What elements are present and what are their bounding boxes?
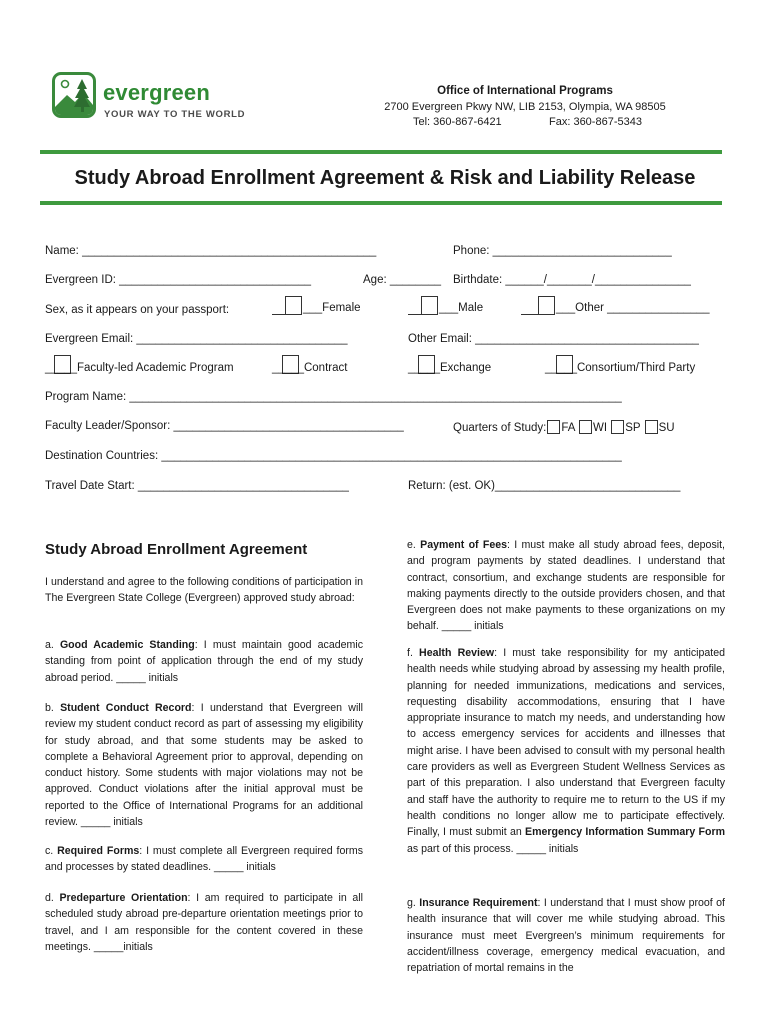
- wi-checkbox[interactable]: [579, 420, 592, 434]
- clause-f-title: Health Review: [419, 647, 495, 659]
- fa-label: FA: [561, 422, 575, 434]
- office-name: Office of International Programs: [437, 85, 613, 97]
- other-label: ___Other ________________: [556, 302, 710, 314]
- emergency-form-name: Emergency Information Summary Form: [525, 826, 725, 839]
- agreement-intro: I understand and agree to the following conditions of participation in The Evergreen State College (Evergreen) approved study abroad:: [45, 576, 363, 605]
- quarters-label: Quarters of Study:: [453, 422, 547, 434]
- sex-female-option[interactable]: [272, 296, 361, 315]
- faculty-leader-field[interactable]: Faculty Leader/Sponsor: ____________________________________: [45, 420, 404, 432]
- program-name-field[interactable]: Program Name: _____________________________________________________________________________: [45, 391, 622, 403]
- fa-checkbox[interactable]: [547, 420, 560, 434]
- wi-label: WI: [592, 422, 608, 434]
- phone-field[interactable]: Phone: ____________________________: [453, 245, 672, 257]
- other-checkbox[interactable]: [538, 296, 555, 315]
- contract-label: _____Contract: [272, 362, 348, 374]
- clause-d-title: Predeparture Orientation: [59, 892, 188, 904]
- female-label: ___Female: [303, 302, 361, 314]
- clause-f: f. Health Review: I must take responsibility for my anticipated health needs while studying abroad by assessing my health profile, planning for needed immunizations, medications and services, requesting disability accommodations, ensuring that I have appropriate insurance to match my needs, and understanding how to access emergency services for accidents and illnesses that might arise. I have been advised to consult with my personal health care providers as well as Evergreen Student Wellness Services as part of this preparation. I also understand that Evergreen faculty and staff have the authority to require me to return to the US if my health conditions no longer allow me to participate effectively. Finally, I must submit an Emergency Information Summary Form as part of this process. _____ initials: [407, 647, 725, 855]
- office-address: 2700 Evergreen Pkwy NW, LIB 2153, Olympia, WA 98505: [384, 101, 666, 113]
- male-label: ___Male: [439, 302, 484, 314]
- exchange-label: _____Exchange: [408, 362, 492, 374]
- clause-b-title: Student Conduct Record: [60, 702, 192, 714]
- male-checkbox[interactable]: [421, 296, 438, 315]
- clause-c: c. Required Forms: I must complete all Evergreen required forms and processes by stated deadlines. _____ initials: [45, 845, 363, 874]
- name-field[interactable]: Name: ______________________________________________: [45, 245, 377, 257]
- title-divider: [40, 201, 722, 205]
- office-tel: Tel: 360-867-6421: [413, 116, 502, 128]
- logo-tagline: YOUR WAY TO THE WORLD: [104, 109, 246, 120]
- clause-g-title: Insurance Requirement: [419, 897, 538, 909]
- faculty-led-label: _____Faculty-led Academic Program: [45, 362, 234, 374]
- header-divider: [40, 150, 722, 154]
- su-label: SU: [658, 422, 675, 434]
- sex-label: Sex, as it appears on your passport:: [45, 304, 230, 316]
- clause-e: e. Payment of Fees: I must make all study abroad fees, deposit, and program payments by stated deadlines. I understand that contract, consortium, and exchange students are responsible for making payments directly to the outside providers chosen, and that Evergreen does not make payments to these organizations on my behalf. _____ initials: [407, 539, 725, 633]
- page-title: Study Abroad Enrollment Agreement & Risk and Liability Release: [74, 167, 696, 189]
- birthdate-field[interactable]: Birthdate: ______/_______/_______________: [453, 274, 691, 286]
- clause-b: b. Student Conduct Record: I understand that Evergreen will review my student conduct record as part of assessing my eligibility for study abroad, and that some students may be asked to complete a Behavioral Agreement prior to approval, depending on conduct history. Some students with major violations may not be approved. Conduct violations after the initial approval must be reported to the Office of International Programs for an additional review. _____ initials: [45, 702, 364, 829]
- office-fax: Fax: 360-867-5343: [549, 116, 642, 128]
- evergreen-id-field[interactable]: Evergreen ID: ______________________________: [45, 274, 312, 286]
- evergreen-email-field[interactable]: Evergreen Email: _________________________________: [45, 333, 348, 345]
- female-checkbox[interactable]: [285, 296, 302, 315]
- clause-a: a. Good Academic Standing: I must maintain good academic standing from point of application through the end of my study abroad period. _____ initials: [45, 639, 363, 684]
- destination-countries-field[interactable]: Destination Countries: ________________________________________________________________________: [45, 450, 622, 462]
- clause-d: d. Predeparture Orientation: I am required to participate in all scheduled study abroad pre-departure orientation meetings prior to travel, and I am responsible for the content covered in these meetings. _____initials: [45, 892, 363, 953]
- travel-date-start-field[interactable]: Travel Date Start: _________________________________: [45, 480, 349, 492]
- agreement-heading: Study Abroad Enrollment Agreement: [45, 541, 308, 558]
- sp-label: SP: [625, 422, 641, 434]
- consortium-label: _____Consortium/Third Party: [545, 362, 696, 374]
- clause-g: g. Insurance Requirement: I understand that I must show proof of health insurance that will cover me while studying abroad. This insurance must meet Evergreen’s minimum requirements for accident/illness coverage, emergency medical evacuation, and repatriation of mortal remains in the: [407, 897, 725, 975]
- logo-wordmark: evergreen: [103, 80, 210, 105]
- sp-checkbox[interactable]: [611, 420, 624, 434]
- clause-e-title: Payment of Fees: [420, 539, 507, 551]
- su-checkbox[interactable]: [645, 420, 658, 434]
- clause-a-title: Good Academic Standing: [59, 639, 195, 651]
- age-field[interactable]: Age: ________: [363, 274, 442, 286]
- evergreen-logo-icon: [52, 72, 96, 118]
- sex-other-option[interactable]: [521, 296, 709, 315]
- other-email-field[interactable]: Other Email: ___________________________________: [408, 333, 699, 345]
- return-date-field[interactable]: Return: (est. OK)_____________________________: [408, 480, 681, 492]
- sex-male-option[interactable]: [408, 296, 483, 315]
- clause-c-title: Required Forms: [57, 845, 140, 857]
- quarters-of-study: [453, 420, 675, 434]
